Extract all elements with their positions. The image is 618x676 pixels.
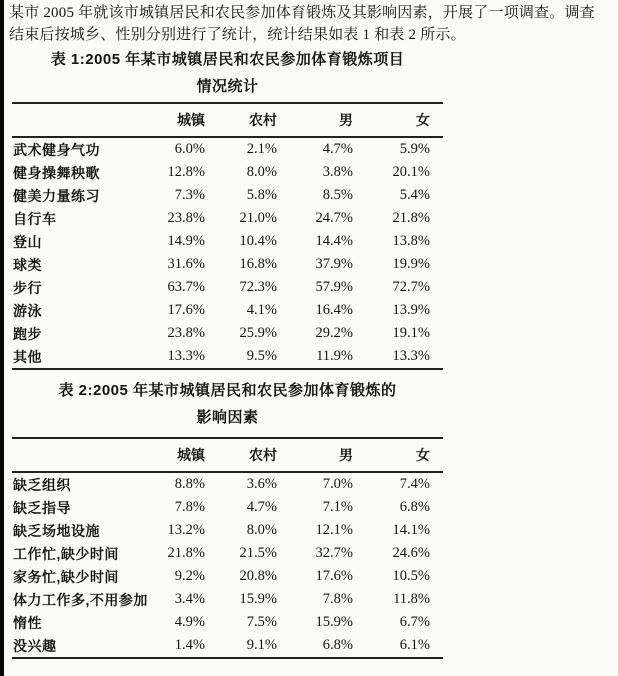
cell-value: 7.4%	[399, 476, 430, 492]
cell-value: 3.4%	[174, 591, 205, 607]
scan-edge-bar	[0, 0, 4, 676]
header-row	[12, 103, 443, 137]
row-label: 自行车	[13, 210, 57, 227]
table-row	[12, 611, 443, 634]
table-row	[12, 322, 443, 345]
cell-value: 4.7%	[322, 141, 353, 157]
cell-value: 13.9%	[392, 302, 430, 318]
cell-value: 7.8%	[174, 499, 205, 515]
intro-paragraph	[9, 3, 615, 46]
intro-line-2: 结束后按城乡、性别分别进行了统计，统计结果如表 1 和表 2 所示。	[9, 26, 466, 43]
cell-value: 5.8%	[246, 187, 277, 203]
row-label: 工作忙,缺少时间	[13, 545, 119, 562]
table1-exercise-activities	[12, 102, 443, 370]
cell-value: 19.9%	[392, 256, 430, 272]
table-row	[12, 299, 443, 322]
cell-value: 24.6%	[392, 545, 430, 561]
cell-value: 21.8%	[392, 210, 430, 226]
column-header-blank	[12, 438, 142, 472]
row-label: 没兴趣	[13, 637, 57, 654]
cell-value: 6.8%	[399, 499, 430, 515]
table-row	[12, 207, 443, 230]
cell-value: 21.8%	[167, 545, 205, 561]
table-row	[12, 472, 443, 496]
cell-value: 63.7%	[167, 279, 205, 295]
row-label: 其他	[13, 348, 42, 365]
column-header: 男	[277, 103, 353, 137]
cell-value: 7.0%	[322, 476, 353, 492]
column-header: 农村	[205, 103, 277, 137]
table-row	[12, 634, 443, 658]
cell-value: 31.6%	[167, 256, 205, 272]
row-label: 体力工作多,不用参加	[13, 591, 148, 608]
cell-value: 19.1%	[392, 325, 430, 341]
cell-value: 9.1%	[246, 637, 277, 653]
cell-value: 14.1%	[392, 522, 430, 538]
cell-value: 7.8%	[322, 591, 353, 607]
row-label: 缺乏组织	[13, 476, 71, 493]
cell-value: 72.3%	[239, 279, 277, 295]
row-label: 缺乏指导	[13, 499, 71, 516]
cell-value: 72.7%	[392, 279, 430, 295]
cell-value: 3.8%	[322, 164, 353, 180]
table-row	[12, 253, 443, 276]
cell-value: 4.7%	[246, 499, 277, 515]
cell-value: 10.5%	[392, 568, 430, 584]
cell-value: 3.6%	[246, 476, 277, 492]
cell-value: 37.9%	[315, 256, 353, 272]
row-label: 健身操舞秧歌	[13, 164, 100, 181]
cell-value: 9.2%	[174, 568, 205, 584]
row-label: 球类	[13, 256, 42, 273]
table-row	[12, 496, 443, 519]
cell-value: 32.7%	[315, 545, 353, 561]
cell-value: 16.8%	[239, 256, 277, 272]
table-row	[12, 184, 443, 207]
table-row	[12, 345, 443, 369]
cell-value: 12.1%	[315, 522, 353, 538]
cell-value: 13.8%	[392, 233, 430, 249]
table-row	[12, 137, 443, 161]
column-header: 女	[353, 103, 443, 137]
cell-value: 15.9%	[239, 591, 277, 607]
cell-value: 6.0%	[174, 141, 205, 157]
cell-value: 12.8%	[167, 164, 205, 180]
cell-value: 14.4%	[315, 233, 353, 249]
cell-value: 21.0%	[239, 210, 277, 226]
cell-value: 13.2%	[167, 522, 205, 538]
cell-value: 8.5%	[322, 187, 353, 203]
table1-title-line2: 情况统计	[196, 78, 259, 95]
cell-value: 24.7%	[315, 210, 353, 226]
cell-value: 8.8%	[174, 476, 205, 492]
table-row	[12, 230, 443, 253]
table-row	[12, 161, 443, 184]
table-row	[12, 588, 443, 611]
column-header: 农村	[205, 438, 277, 472]
column-header: 女	[353, 438, 443, 472]
table1-title-line1: 表 1:2005 年某市城镇居民和农民参加体育锻炼项目	[50, 51, 405, 68]
cell-value: 11.9%	[316, 348, 353, 364]
intro-line-1: 某市 2005 年就该市城镇居民和农民参加体育锻炼及其影响因素，开展了一项调查。调查	[9, 5, 595, 21]
column-header-blank	[12, 103, 142, 137]
row-label: 惰性	[13, 614, 42, 631]
cell-value: 4.9%	[174, 614, 205, 630]
cell-value: 1.4%	[174, 637, 205, 653]
table2-title	[12, 381, 443, 428]
cell-value: 5.9%	[399, 141, 430, 157]
table-row	[12, 519, 443, 542]
cell-value: 16.4%	[315, 302, 353, 318]
cell-value: 13.3%	[392, 348, 430, 364]
cell-value: 11.8%	[393, 591, 430, 607]
cell-value: 6.7%	[399, 614, 430, 630]
column-header: 城镇	[142, 438, 205, 472]
column-header: 城镇	[142, 103, 205, 137]
table2-influencing-factors	[12, 437, 443, 659]
cell-value: 10.4%	[239, 233, 277, 249]
table-row	[12, 542, 443, 565]
cell-value: 29.2%	[315, 325, 353, 341]
cell-value: 20.8%	[239, 568, 277, 584]
table-row	[12, 276, 443, 299]
row-label: 武术健身气功	[13, 141, 100, 158]
cell-value: 7.3%	[174, 187, 205, 203]
table1-title	[12, 50, 443, 97]
cell-value: 17.6%	[167, 302, 205, 318]
row-label: 跑步	[13, 325, 42, 342]
cell-value: 6.1%	[399, 637, 430, 653]
row-label: 登山	[13, 233, 42, 250]
row-label: 家务忙,缺少时间	[13, 568, 119, 585]
cell-value: 14.9%	[167, 233, 205, 249]
cell-value: 20.1%	[392, 164, 430, 180]
table2-title-line2: 影响因素	[196, 409, 259, 426]
cell-value: 8.0%	[246, 164, 277, 180]
row-label: 游泳	[13, 302, 42, 319]
cell-value: 13.3%	[167, 348, 205, 364]
cell-value: 7.5%	[246, 614, 277, 630]
cell-value: 9.5%	[246, 348, 277, 364]
cell-value: 15.9%	[315, 614, 353, 630]
cell-value: 23.8%	[167, 325, 205, 341]
cell-value: 7.1%	[322, 499, 353, 515]
cell-value: 21.5%	[239, 545, 277, 561]
cell-value: 25.9%	[239, 325, 277, 341]
row-label: 健美力量练习	[13, 187, 100, 204]
cell-value: 4.1%	[246, 302, 277, 318]
cell-value: 5.4%	[399, 187, 430, 203]
header-row	[12, 438, 443, 472]
table2-title-line1: 表 2:2005 年某市城镇居民和农民参加体育锻炼的	[58, 382, 397, 399]
cell-value: 17.6%	[315, 568, 353, 584]
row-label: 步行	[13, 279, 42, 296]
column-header: 男	[277, 438, 353, 472]
cell-value: 57.9%	[315, 279, 353, 295]
table-row	[12, 565, 443, 588]
cell-value: 2.1%	[246, 141, 277, 157]
row-label: 缺乏场地设施	[13, 522, 100, 539]
cell-value: 23.8%	[167, 210, 205, 226]
cell-value: 6.8%	[322, 637, 353, 653]
cell-value: 8.0%	[246, 522, 277, 538]
